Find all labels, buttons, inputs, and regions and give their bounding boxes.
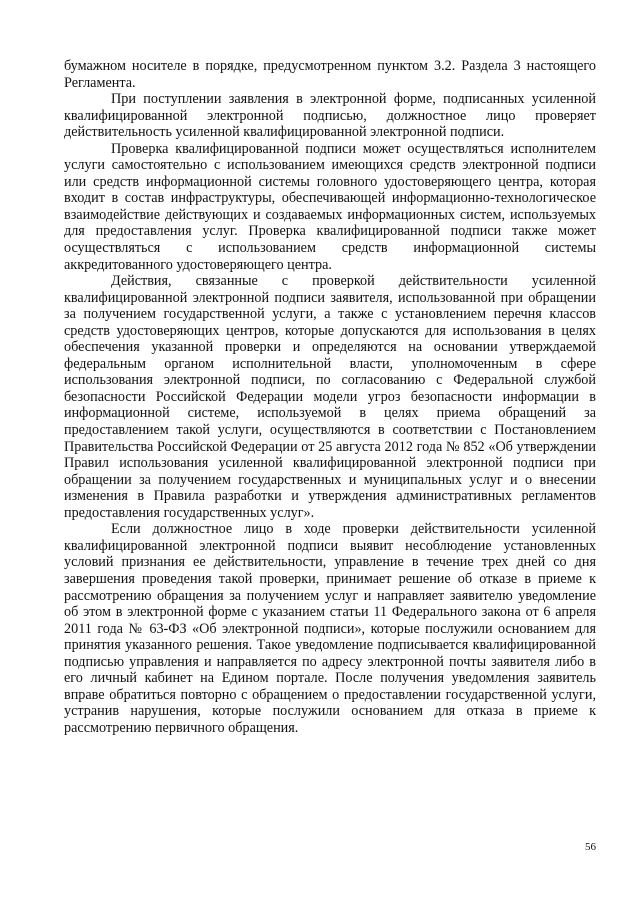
paragraph-qualified-signature: Проверка квалифицированной подписи может осуществляться исполнителем услуги самостоятельно с использованием имеющихся средств электронной подписи или средств информационной системы головного удостоверяющего центра, которая входит в состав инфраструктуры, обеспечивающей информационно-технологическое взаимодействие действующих и создаваемых информационных систем, используемых для предоставления услуг. Проверка квалифицированной подписи также может осуществляться с использованием средств информационной системы аккредитованного удостоверяющего центра. [64, 140, 596, 273]
document-body [64, 58, 596, 736]
paragraph-verification-actions: Действия, связанные с проверкой действительности усиленной квалифицированной электронной подписи заявителя, использованной при обращении за получением государственной услуги, а также с установлением перечня классов средств удостоверяющих центров, которые допускаются для использования в целях обеспечения указанной проверки и определяются на основании утверждаемой федеральным органом исполнительной власти, уполномоченным в сфере использования электронной подписи, по согласованию с Федеральной службой безопасности Российской Федерации модели угроз безопасности информации в информационной системе, используемой в целях приема обращений за предоставлением такой услуги, осуществляются в соответствии с Постановлением Правительства Российской Федерации от 25 августа 2012 года № 852 «Об утверждении Правил использования усиленной квалифицированной электронной подписи при обращении за получением государственных и муниципальных услуг и о внесении изменения в Правила разработки и утверждения административных регламентов предоставления государственных услуг». [64, 273, 596, 521]
paragraph-continuation: бумажном носителе в порядке, предусмотренном пунктом 3.2. Раздела 3 настоящего Регламента. [64, 58, 596, 91]
paragraph-signature-check: При поступлении заявления в электронной форме, подписанных усиленной квалифицированной электронной подписью, должностное лицо проверяет действительность усиленной квалифицированной электронной подписи. [64, 91, 596, 141]
paragraph-refusal-notice: Если должностное лицо в ходе проверки действительности усиленной квалифицированной электронной подписи выявит несоблюдение установленных условий признания ее действительности, управление в течение трех дней со дня завершения проведения такой проверки, принимает решение об отказе в приеме к рассмотрению обращения за получением услуг и направляет заявителю уведомление об этом в электронной форме с указанием статьи 11 Федерального закона от 6 апреля 2011 года № 63-ФЗ «Об электронной подписи», которые послужили основанием для принятия указанного решения. Такое уведомление подписывается квалифицированной подписью управления и направляется по адресу электронной почты заявителя либо в его личный кабинет на Едином портале. После получения уведомления заявитель вправе обратиться повторно с обращением о предоставлении государственной услуги, устранив нарушения, которые послужили основанием для отказа в приеме к рассмотрению первичного обращения. [64, 521, 596, 736]
page-number: 56 [585, 841, 596, 853]
